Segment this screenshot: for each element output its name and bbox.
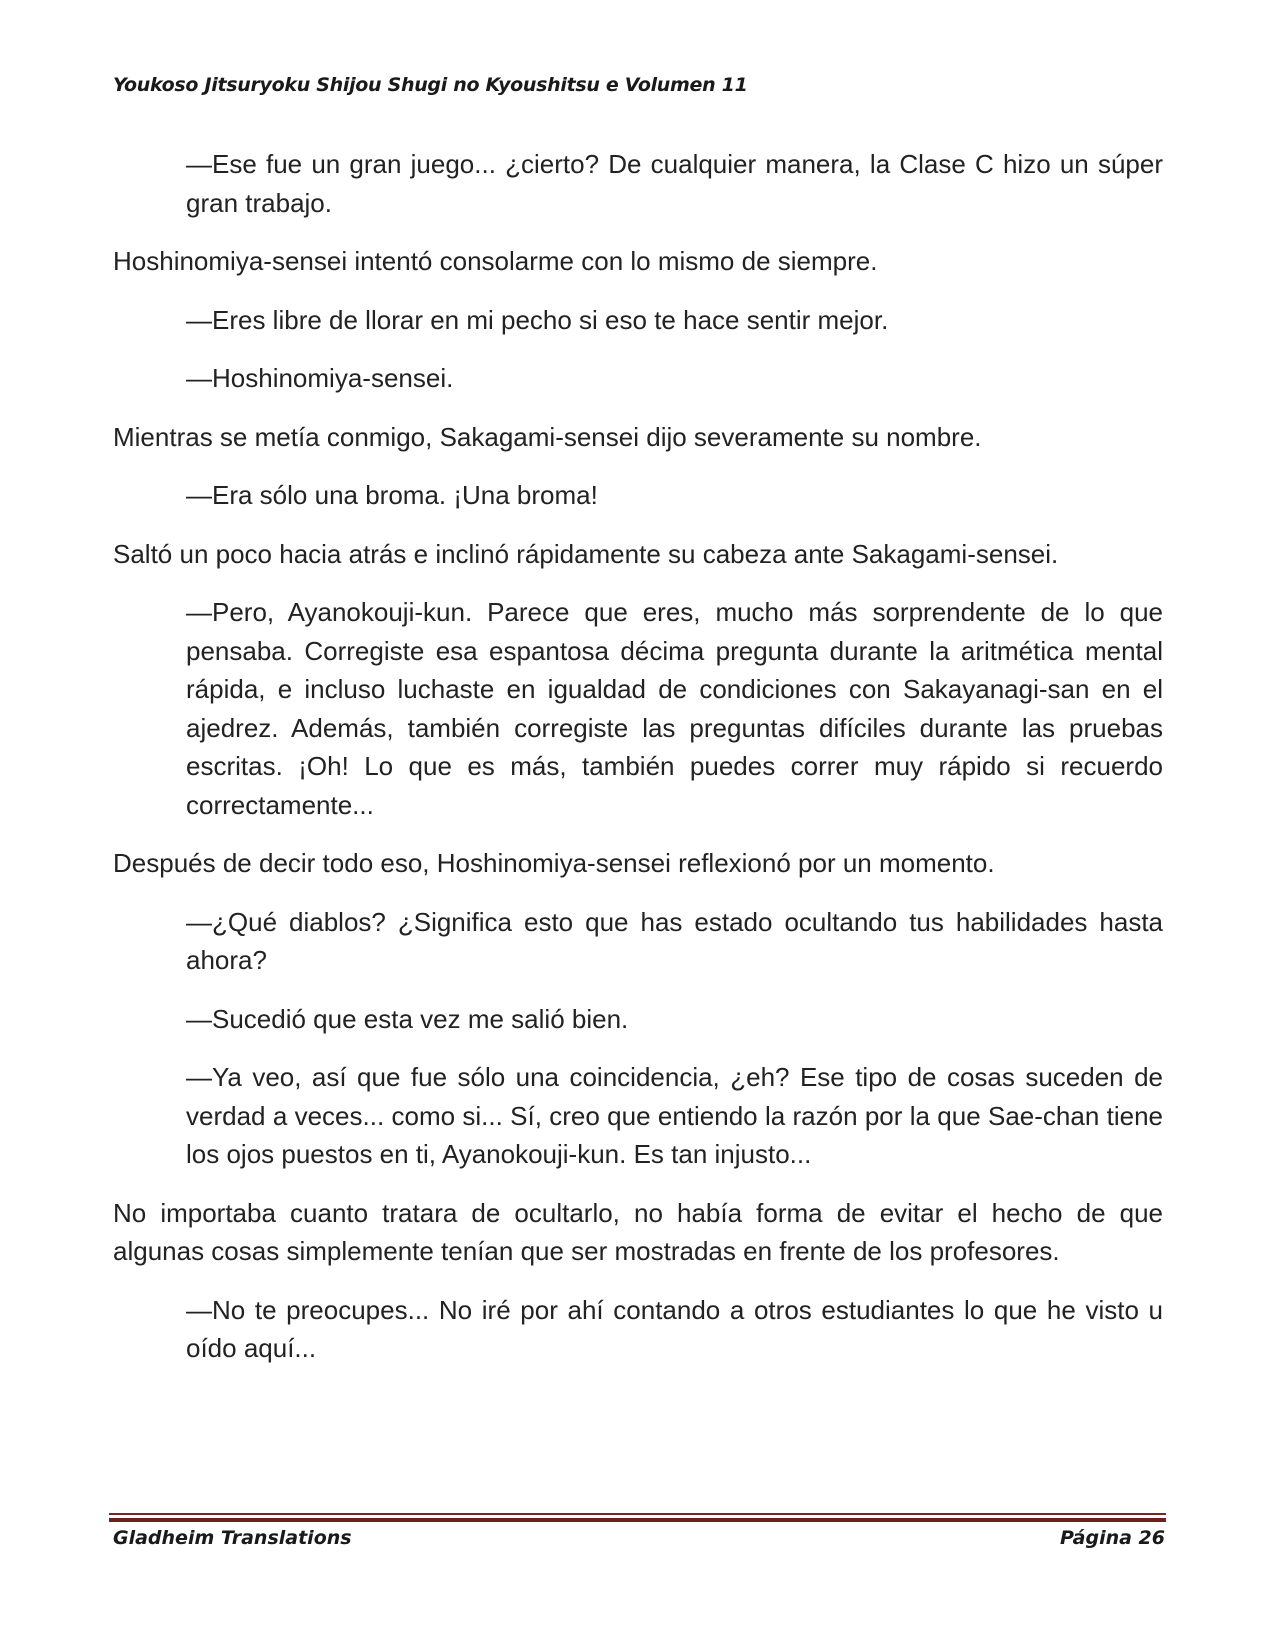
dialogue-paragraph: —Ya veo, así que fue sólo una coincidencia, ¿eh? Ese tipo de cosas suceden de verdad a veces... como si... Sí, creo que entiendo la razón por la que Sae-chan tiene los ojos puestos en ti, Ayanokouji-kun. Es tan injusto...: [186, 1062, 1163, 1169]
dialogue-paragraph: —No te preocupes... No iré por ahí contando a otros estudiantes lo que he visto u oído aquí...: [186, 1294, 1163, 1363]
dialogue-paragraph: —Era sólo una broma. ¡Una broma!: [186, 480, 598, 510]
page-number: Página 26: [1059, 1527, 1165, 1549]
dialogue-paragraph: —Hoshinomiya-sensei.: [186, 363, 454, 393]
footer-credit: Gladheim Translations: [113, 1527, 352, 1549]
narration-paragraph: No importaba cuanto tratara de ocultarlo, no había forma de evitar el hecho de que algunas cosas simplemente tenían que ser mostradas en frente de los profesores.: [113, 1197, 1163, 1266]
dialogue-paragraph: —¿Qué diablos? ¿Significa esto que has estado ocultando tus habilidades hasta ahora?: [186, 906, 1163, 975]
dialogue-paragraph: —Ese fue un gran juego... ¿cierto? De cualquier manera, la Clase C hizo un súper gran trabajo.: [186, 149, 1163, 218]
narration-paragraph: Saltó un poco hacia atrás e inclinó rápidamente su cabeza ante Sakagami-sensei.: [113, 538, 1059, 569]
page-body: [113, 145, 1163, 1388]
dialogue-paragraph: —Eres libre de llorar en mi pecho si eso te hace sentir mejor.: [186, 304, 889, 335]
footer-rule-thin: [109, 1513, 1166, 1515]
running-header: Youkoso Jitsuryoku Shijou Shugi no Kyoushitsu e Volumen 11: [113, 74, 748, 96]
narration-paragraph: Mientras se metía conmigo, Sakagami-sensei dijo severamente su nombre.: [113, 421, 982, 452]
footer-rule-thick: [109, 1518, 1166, 1522]
dialogue-paragraph: —Pero, Ayanokouji-kun. Parece que eres, mucho más sorprendente de lo que pensaba. Corregiste esa espantosa décima pregunta durante la aritmética mental rápida, e incluso luchaste en igualdad de condiciones con Sakayanagi-san en el ajedrez. Además, también corregiste las preguntas difíciles durante las pruebas escritas. ¡Oh! Lo que es más, también puedes correr muy rápido si recuerdo correctamente...: [186, 597, 1163, 820]
narration-paragraph: Hoshinomiya-sensei intentó consolarme con lo mismo de siempre.: [113, 246, 878, 276]
narration-paragraph: Después de decir todo eso, Hoshinomiya-sensei reflexionó por un momento.: [113, 848, 995, 878]
dialogue-paragraph: —Sucedió que esta vez me salió bien.: [186, 1003, 629, 1034]
